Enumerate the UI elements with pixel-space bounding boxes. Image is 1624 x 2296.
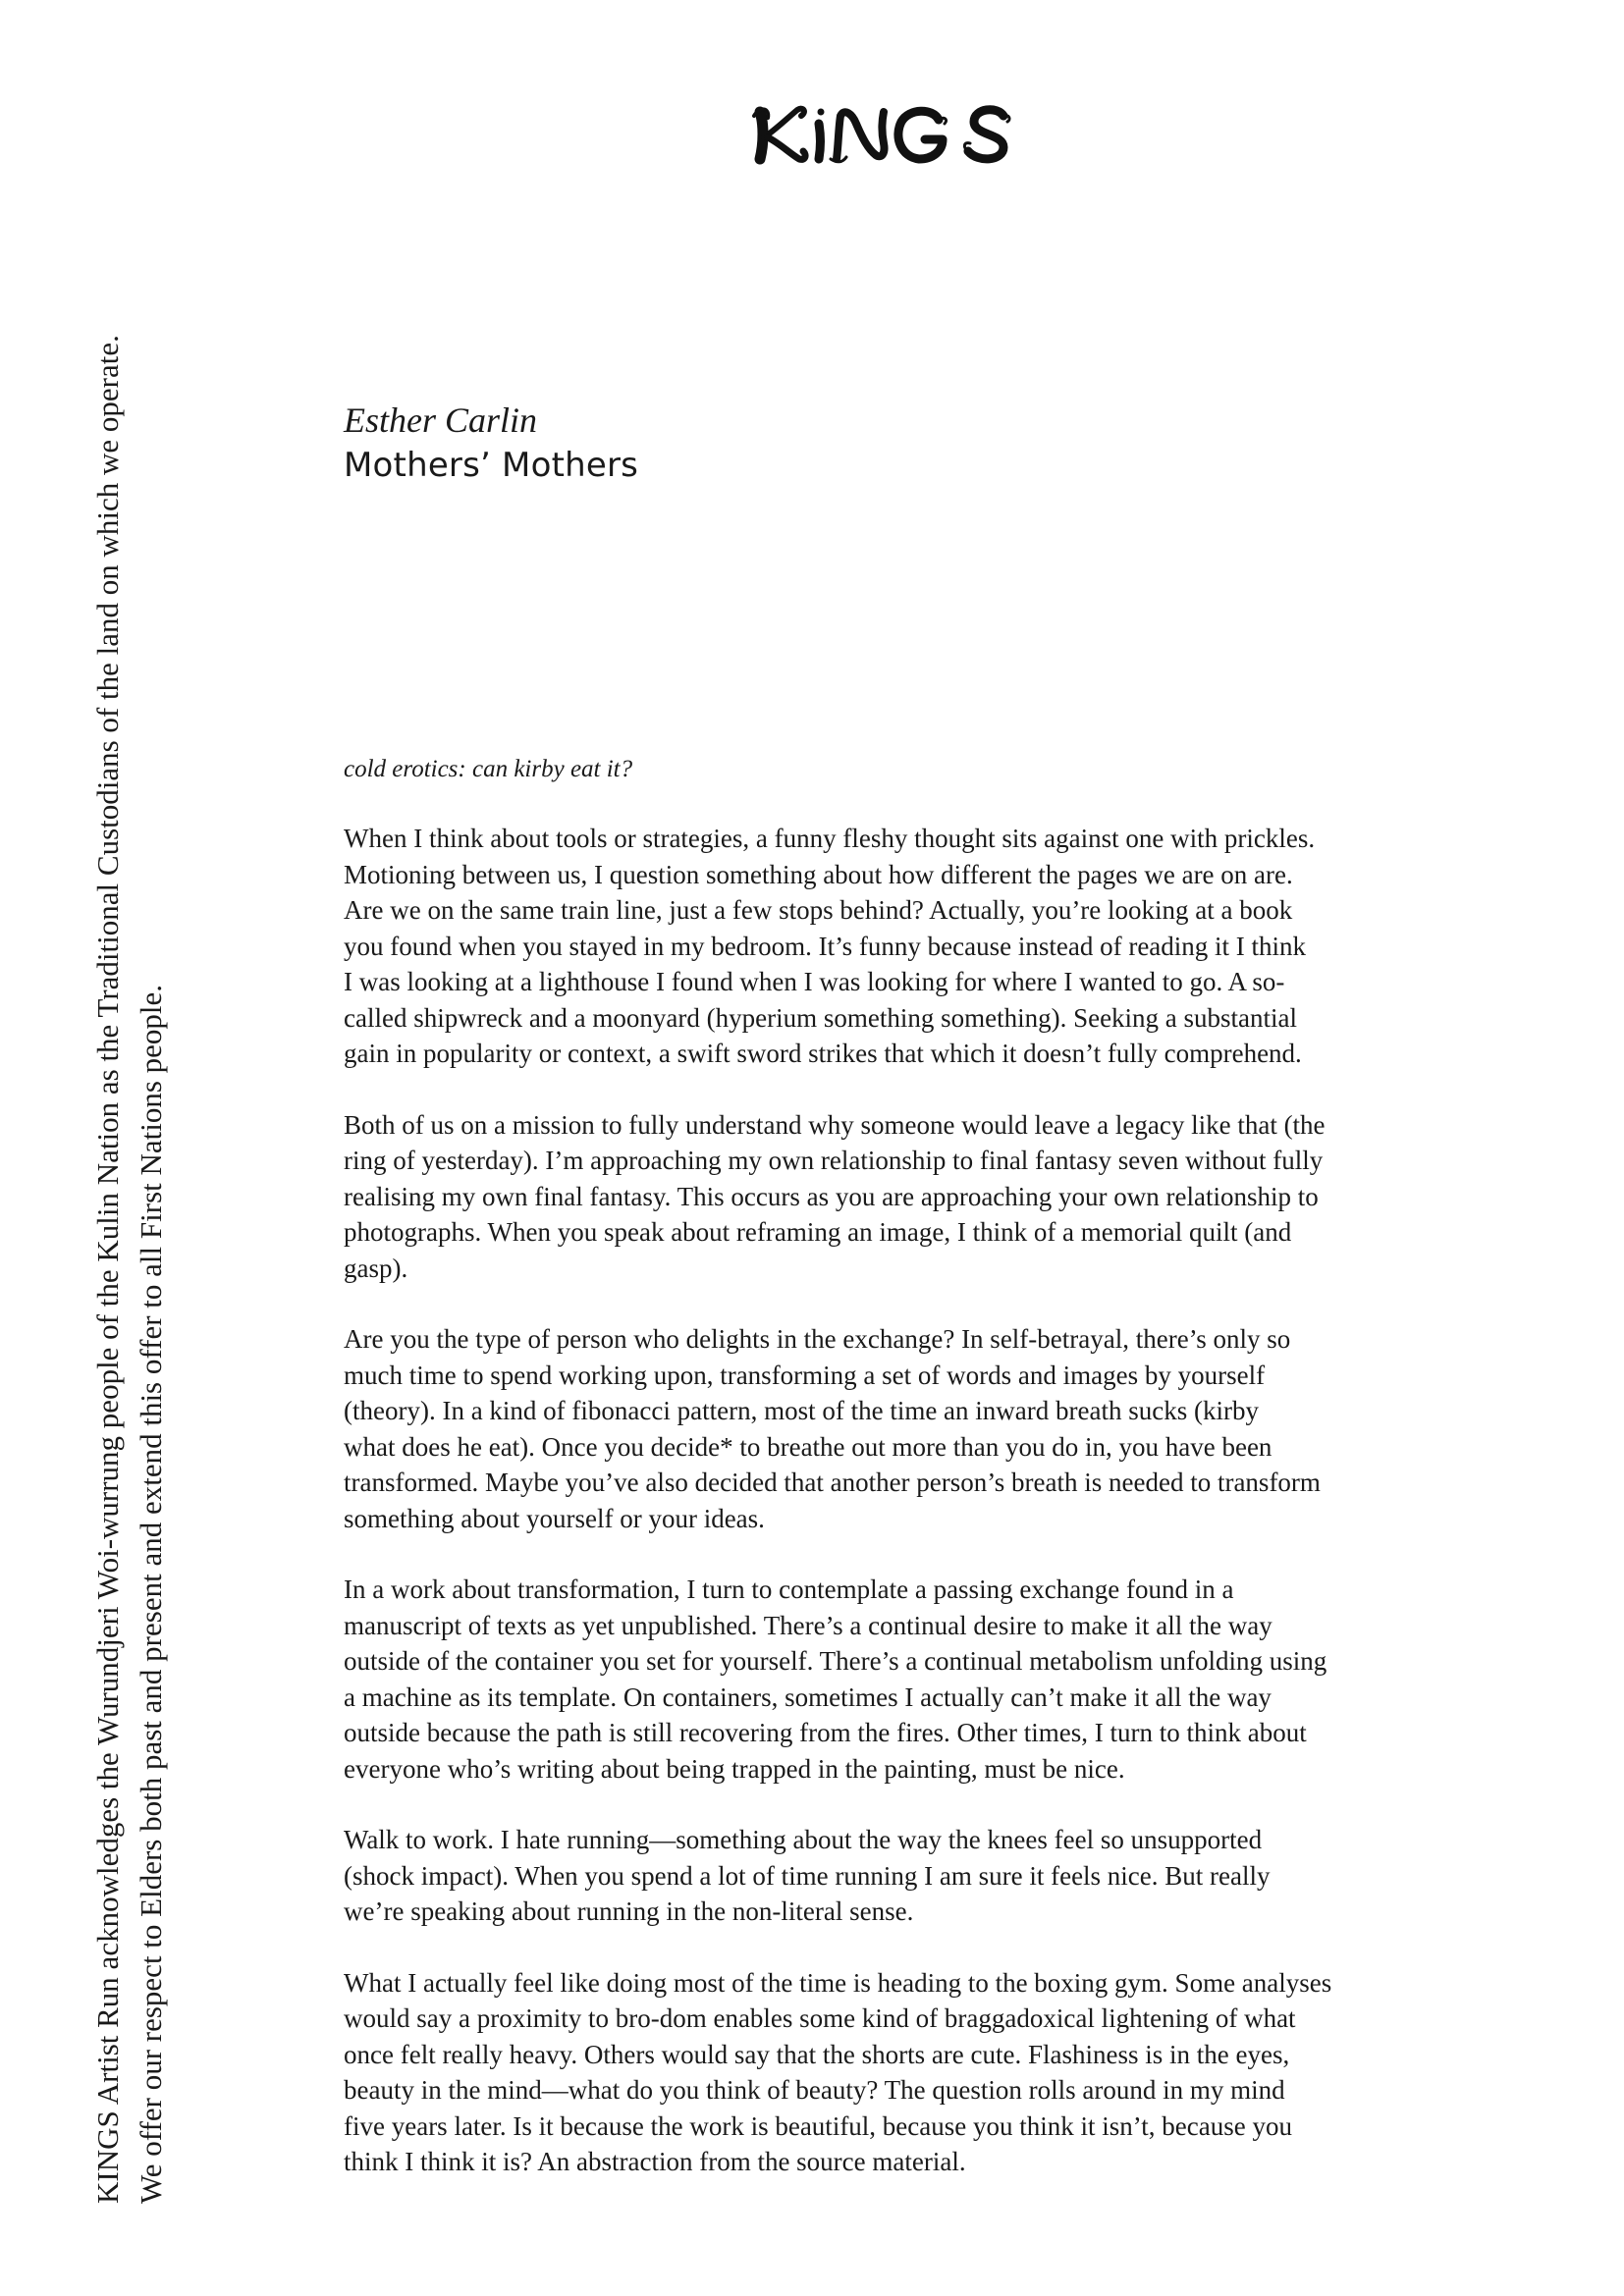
paragraph-line: much time to spend working upon, transforming a set of words and images by yourself	[344, 1360, 1266, 1390]
paragraph-line: realising my own final fantasy. This occurs as you are approaching your own relationship to	[344, 1181, 1319, 1211]
paragraph-line: you found when you stayed in my bedroom. It’s funny because instead of reading it I think	[344, 931, 1307, 961]
paragraph-line: When I think about tools or strategies, a funny fleshy thought sits against one with prickles.	[344, 824, 1316, 853]
paragraph-line: (shock impact). When you spend a lot of time running I am sure it feels nice. But really	[344, 1860, 1271, 1891]
paragraph-line: Walk to work. I hate running—something about the way the knees feel so unsupported	[344, 1825, 1263, 1854]
paragraph-line: I was looking at a lighthouse I found when I was looking for where I wanted to go. A so-	[344, 967, 1285, 996]
kings-logo	[746, 94, 1060, 173]
paragraph-line: gasp).	[344, 1253, 408, 1283]
paragraph-line: a machine as its template. On containers, sometimes I actually can’t make it all the way	[344, 1682, 1272, 1712]
paragraph-4	[344, 1572, 1502, 1787]
paragraph-2	[344, 1107, 1502, 1287]
paragraph-line: called shipwreck and a moonyard (hyperium something something). Seeking a substantial	[344, 1002, 1298, 1033]
paragraph-line: Both of us on a mission to fully understand why someone would leave a legacy like that (the	[344, 1109, 1326, 1140]
paragraph-line: gain in popularity or context, a swift sword strikes that which it doesn’t fully comprehend.	[344, 1039, 1302, 1068]
acknowledgement-line-2: We offer our respect to Elders both past and present and extend this offer to all First Nations people.	[134, 984, 168, 2204]
paragraph-line: outside because the path is still recovering from the fires. Other times, I turn to think about	[344, 1718, 1307, 1747]
paragraph-line: something about yourself or your ideas.	[344, 1503, 765, 1533]
paragraph-6	[344, 1965, 1502, 2180]
paragraph-line: (theory). In a kind of fibonacci pattern, most of the time an inward breath sucks (kirby	[344, 1396, 1259, 1425]
paragraph-line: Are you the type of person who delights in the exchange? In self-betrayal, there’s only so	[344, 1324, 1291, 1354]
paragraph-line: we’re speaking about running in the non-literal sense.	[344, 1896, 914, 1926]
paragraph-line: what does he eat). Once you decide* to breathe out more than you do in, you have been	[344, 1431, 1272, 1462]
paragraph-line: Motioning between us, I question something about how different the pages we are on are.	[344, 859, 1293, 889]
acknowledgement-line-1: KINGS Artist Run acknowledges the Wurundjeri Woi-wurrung people of the Kulin Nation as the Traditional Custodians of the land on which we operate.	[90, 335, 125, 2204]
paragraph-line: outside of the container you set for yourself. There’s a continual metabolism unfolding using	[344, 1646, 1327, 1676]
paragraph-line: once felt really heavy. Others would say that the shorts are cute. Flashiness is in the eyes,	[344, 2039, 1290, 2069]
land-acknowledgement	[86, 142, 173, 2204]
paragraph-1	[344, 821, 1502, 1072]
paragraph-line: photographs. When you speak about reframing an image, I think of a memorial quilt (and	[344, 1217, 1292, 1247]
article-body	[344, 752, 1502, 2216]
paragraph-line: ring of yesterday). I’m approaching my own relationship to final fantasy seven without fully	[344, 1146, 1324, 1175]
paragraph-3	[344, 1321, 1502, 1536]
paragraph-line: In a work about transformation, I turn to contemplate a passing exchange found in a	[344, 1575, 1234, 1604]
paragraph-line: transformed. Maybe you’ve also decided that another person’s breath is needed to transform	[344, 1468, 1321, 1497]
paragraph-line: five years later. Is it because the work is beautiful, because you think it isn’t, because you	[344, 2110, 1292, 2141]
author-name: Esther Carlin	[344, 400, 538, 440]
article-title: Mothers’ Mothers	[344, 446, 639, 485]
paragraph-line: would say a proximity to bro-dom enables some kind of braggadoxical lightening of what	[344, 2003, 1296, 2033]
paragraph-line: manuscript of texts as yet unpublished. There’s a continual desire to make it all the way	[344, 1610, 1272, 1640]
paragraph-line: think I think it is? An abstraction from the source material.	[344, 2147, 966, 2176]
paragraph-line: Are we on the same train line, just a few stops behind? Actually, you’re looking at a book	[344, 895, 1293, 925]
paragraph-5	[344, 1822, 1502, 1930]
paragraph-line: beauty in the mind—what do you think of beauty? The question rolls around in my mind	[344, 2075, 1285, 2105]
paragraph-line: everyone who’s writing about being trapped in the painting, must be nice.	[344, 1753, 1125, 1784]
article-subtitle: cold erotics: can kirby eat it?	[344, 756, 633, 782]
paragraph-line: What I actually feel like doing most of the time is heading to the boxing gym. Some analyses	[344, 1967, 1332, 1998]
